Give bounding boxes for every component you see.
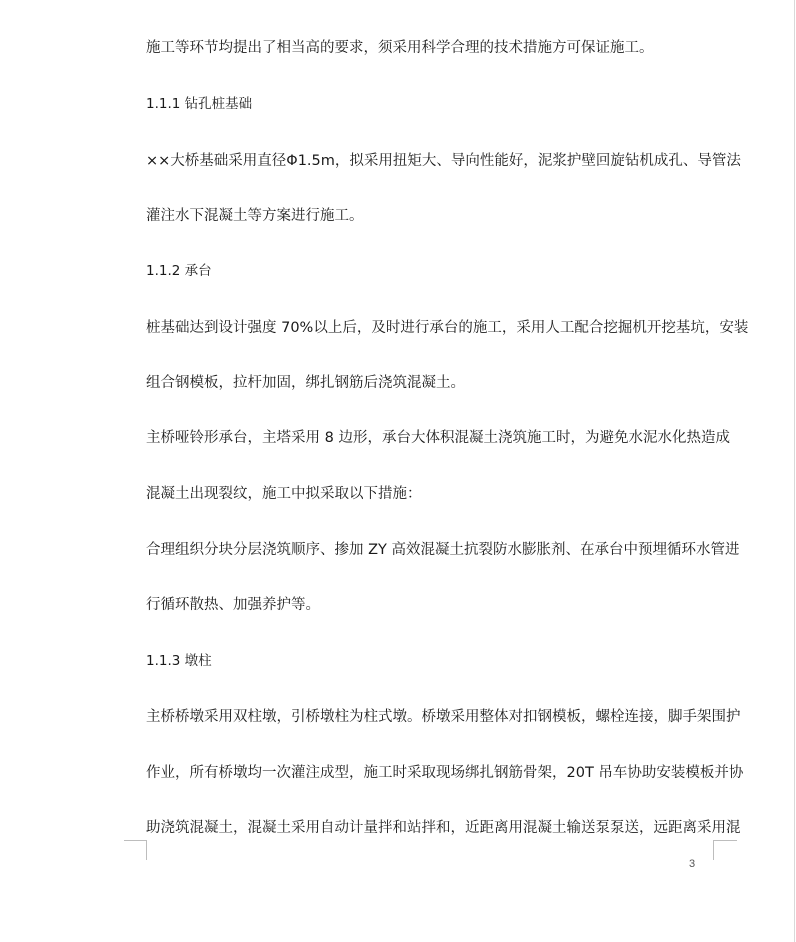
- corner-mark-right-horizontal: [713, 840, 737, 841]
- corner-mark-left-horizontal: [124, 840, 147, 841]
- paragraph-line: 混凝土出现裂纹，施工中拟采取以下措施：: [146, 486, 422, 502]
- paragraph-line: 行循环散热、加强养护等。: [146, 597, 320, 613]
- paragraph-line: 组合钢模板，拉杆加固，绑扎钢筋后浇筑混凝土。: [146, 375, 465, 391]
- corner-mark-right-vertical: [713, 840, 714, 860]
- paragraph-line: 灌注水下混凝土等方案进行施工。: [146, 208, 364, 224]
- paragraph-line: 主桥哑铃形承台，主塔采用 8 边形，承台大体积混凝土浇筑施工时，为避免水泥水化热造成: [146, 430, 730, 446]
- paragraph-line: 助浇筑混凝土，混凝土采用自动计量拌和站拌和，近距离用混凝土输送泵泵送，远距离采用混: [146, 820, 741, 836]
- section-heading: 1.1.2 承台: [146, 263, 212, 279]
- paragraph-line: 合理组织分块分层浇筑顺序、掺加 ZY 高效混凝土抗裂防水膨胀剂、在承台中预埋循环水管进: [146, 542, 740, 558]
- paragraph-line: 作业，所有桥墩均一次灌注成型，施工时采取现场绑扎钢筋骨架，20T 吊车协助安装模板并协: [146, 765, 744, 781]
- paragraph-line: 施工等环节均提出了相当高的要求，须采用科学合理的技术措施方可保证施工。: [146, 40, 654, 56]
- corner-mark-left-vertical: [146, 840, 147, 860]
- paragraph-line: ××大桥基础采用直径Φ1.5m，拟采用扭矩大、导向性能好，泥浆护壁回旋钻机成孔、导管法: [146, 153, 741, 169]
- paragraph-line: 桩基础达到设计强度 70%以上后，及时进行承台的施工，采用人工配合挖掘机开挖基坑，安装: [146, 320, 749, 336]
- section-heading: 1.1.3 墩柱: [146, 653, 212, 669]
- paragraph-line: 主桥桥墩采用双柱墩，引桥墩柱为柱式墩。桥墩采用整体对扣钢模板，螺栓连接，脚手架围护: [146, 709, 741, 725]
- section-heading: 1.1.1 钻孔桩基础: [146, 96, 253, 112]
- page-number: 3: [689, 858, 696, 870]
